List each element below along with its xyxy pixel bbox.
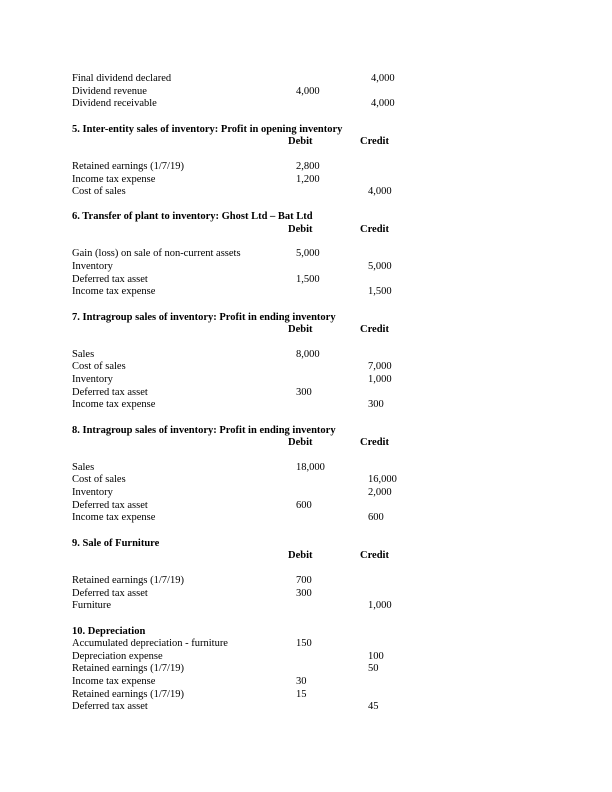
debit-column-header: Debit <box>288 136 313 147</box>
debit-column-header: Debit <box>288 224 313 235</box>
entry-credit: 1,500 <box>368 286 392 297</box>
entry-account: Deferred tax asset <box>72 274 148 285</box>
entry-account: Sales <box>72 462 95 473</box>
entry-account: Inventory <box>72 487 113 498</box>
credit-column-header: Credit <box>360 437 389 448</box>
entry-account: Final dividend declared <box>72 73 172 84</box>
entry-debit: 30 <box>296 676 307 687</box>
entry-account: Retained earnings (1/7/19) <box>72 663 184 674</box>
entry-debit: 2,800 <box>296 161 320 172</box>
entry-account: Cost of sales <box>72 361 126 372</box>
entry-debit: 8,000 <box>296 349 320 360</box>
entry-account: Deferred tax asset <box>72 500 148 511</box>
entry-account: Gain (loss) on sale of non-current assets <box>72 248 241 259</box>
entry-account: Sales <box>72 349 95 360</box>
entry-credit: 100 <box>368 651 384 662</box>
entry-debit: 600 <box>296 500 312 511</box>
entry-credit: 50 <box>368 663 379 674</box>
section-heading: 5. Inter-entity sales of inventory: Profit in opening inventory <box>72 124 343 135</box>
entry-account: Depreciation expense <box>72 651 163 662</box>
credit-column-header: Credit <box>360 136 389 147</box>
entry-account: Retained earnings (1/7/19) <box>72 161 184 172</box>
entry-account: Income tax expense <box>72 399 156 410</box>
entry-credit: 16,000 <box>368 474 397 485</box>
debit-column-header: Debit <box>288 324 313 335</box>
section-heading: 8. Intragroup sales of inventory: Profit in ending inventory <box>72 425 336 436</box>
entry-debit: 150 <box>296 638 312 649</box>
entry-account: Retained earnings (1/7/19) <box>72 575 184 586</box>
debit-column-header: Debit <box>288 550 313 561</box>
entry-debit: 18,000 <box>296 462 325 473</box>
entry-credit: 600 <box>368 512 384 523</box>
entry-account: Income tax expense <box>72 286 156 297</box>
entry-credit: 4,000 <box>371 98 395 109</box>
entry-account: Cost of sales <box>72 474 126 485</box>
entry-credit: 300 <box>368 399 384 410</box>
section-heading: 6. Transfer of plant to inventory: Ghost Ltd – Bat Ltd <box>72 211 313 222</box>
section-heading: 9. Sale of Furniture <box>72 538 160 549</box>
entry-account: Inventory <box>72 261 113 272</box>
entry-account: Retained earnings (1/7/19) <box>72 689 184 700</box>
entry-debit: 300 <box>296 588 312 599</box>
entry-debit: 4,000 <box>296 86 320 97</box>
entry-credit: 45 <box>368 701 379 712</box>
entry-debit: 15 <box>296 689 307 700</box>
entry-debit: 1,500 <box>296 274 320 285</box>
credit-column-header: Credit <box>360 324 389 335</box>
entry-account: Dividend revenue <box>72 86 147 97</box>
entry-credit: 5,000 <box>368 261 392 272</box>
debit-column-header: Debit <box>288 437 313 448</box>
entry-debit: 700 <box>296 575 312 586</box>
entry-account: Income tax expense <box>72 174 156 185</box>
entry-credit: 1,000 <box>368 600 392 611</box>
entry-account: Dividend receivable <box>72 98 157 109</box>
credit-column-header: Credit <box>360 224 389 235</box>
entry-account: Income tax expense <box>72 512 156 523</box>
entry-credit: 4,000 <box>371 73 395 84</box>
entry-account: Furniture <box>72 600 112 611</box>
credit-column-header: Credit <box>360 550 389 561</box>
entry-account: Deferred tax asset <box>72 701 148 712</box>
entry-credit: 7,000 <box>368 361 392 372</box>
entry-account: Deferred tax asset <box>72 387 148 398</box>
entry-account: Accumulated depreciation - furniture <box>72 638 228 649</box>
entry-account: Inventory <box>72 374 113 385</box>
section-heading: 10. Depreciation <box>72 626 146 637</box>
entry-credit: 2,000 <box>368 487 392 498</box>
entry-debit: 1,200 <box>296 174 320 185</box>
entry-account: Income tax expense <box>72 676 156 687</box>
entry-account: Deferred tax asset <box>72 588 148 599</box>
entry-account: Cost of sales <box>72 186 126 197</box>
entry-debit: 300 <box>296 387 312 398</box>
entry-credit: 1,000 <box>368 374 392 385</box>
section-heading: 7. Intragroup sales of inventory: Profit in ending inventory <box>72 312 336 323</box>
entry-debit: 5,000 <box>296 248 320 259</box>
entry-credit: 4,000 <box>368 186 392 197</box>
